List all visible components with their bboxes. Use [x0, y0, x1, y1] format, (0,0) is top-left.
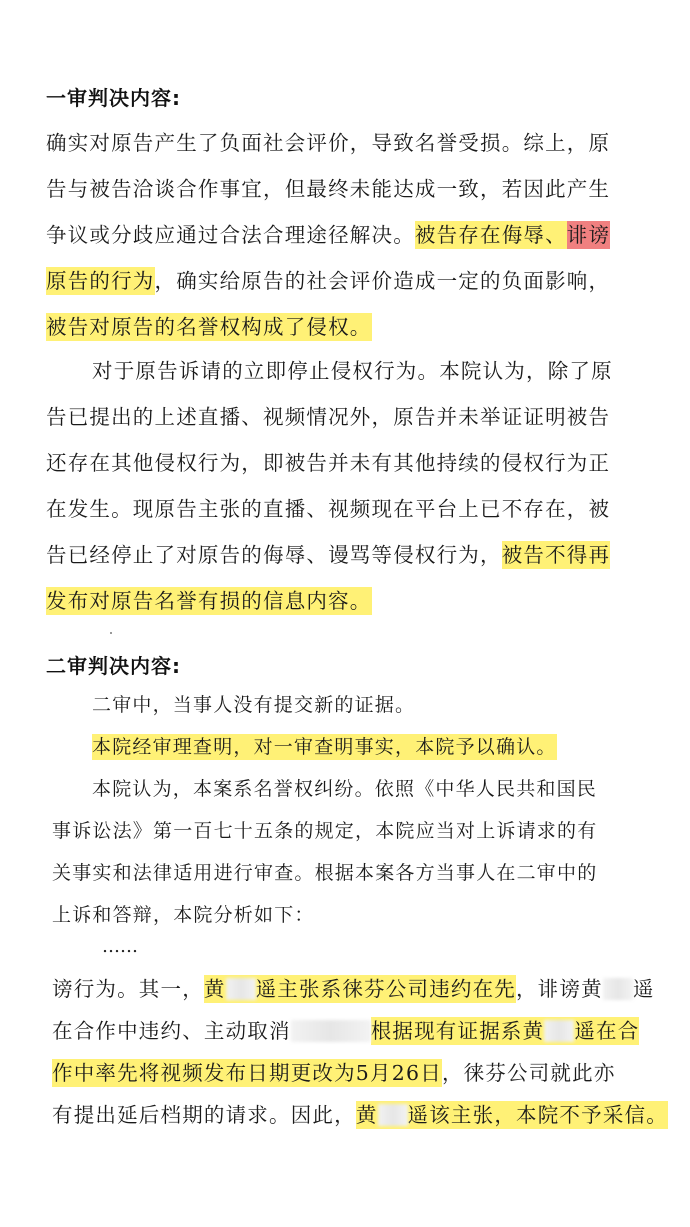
redacted-blur [226, 978, 256, 1000]
s2-tail-1 [52, 974, 655, 1004]
text: 本院认为，本案系名誉权纠纷。依照《中华人民共和国民 [92, 778, 598, 800]
text: 根据现有证据系黄 [370, 1019, 545, 1043]
s2-tail-2 [52, 1016, 639, 1046]
text: 告已提出的上述直播、视频情况外，原告并未举证证明被告 [46, 405, 611, 429]
s1-line-9 [46, 494, 610, 524]
text: 确实对原告产生了负面社会评价，导致名誉受损。综上，原 [46, 131, 611, 155]
text: 在合作中违约、主动取消 [52, 1019, 291, 1043]
text: 二审中，当事人没有提交新的证据。 [92, 694, 416, 716]
redacted-blur [291, 1020, 371, 1042]
s1-line-7 [46, 402, 610, 432]
name-part: 遥主张系徕芬公司违约在先 [255, 977, 517, 1001]
highlight: 本院经审理查明，对一审查明事实，本院予以确认。 [92, 736, 557, 758]
text: 有提出延后档期的请求。因此， [52, 1103, 356, 1127]
red-highlight: 诽谤 [566, 223, 611, 247]
text: 还存在其他侵权行为，即被告并未有其他持续的侵权行为正 [46, 451, 611, 475]
s1-line-10 [46, 540, 610, 570]
s2-line-6 [52, 900, 315, 930]
highlight [356, 1101, 668, 1129]
s1-line-4 [46, 266, 610, 296]
stray-dot [110, 632, 112, 634]
s2-line-2 [92, 732, 557, 762]
s2-line-4 [52, 816, 597, 846]
text: 事诉讼法》第一百七十五条的规定，本院应当对上诉请求的有 [52, 820, 598, 842]
highlight [204, 975, 516, 1003]
redacted-blur [544, 1020, 574, 1042]
redacted-blur [378, 1104, 408, 1126]
text: 遥该主张，本院不予采信。 [407, 1103, 668, 1127]
text: 上诉和答辩，本院分析如下： [52, 904, 315, 926]
highlight [371, 1017, 640, 1045]
text: 对于原告诉请的立即停止侵权行为。本院认为，除了原 [92, 359, 613, 383]
s2-line-5 [52, 858, 597, 888]
s1-line-1 [46, 128, 610, 158]
ellipsis: …… [102, 936, 138, 957]
highlight: 发布对原告名誉有损的信息内容。 [46, 589, 372, 613]
redacted-blur [603, 978, 633, 1000]
highlight: 被告存在侮辱、 [414, 223, 567, 247]
text: 谤行为。其一， [52, 977, 204, 1001]
s1-line-11 [46, 586, 372, 616]
text: 告与被告洽谈合作事宜，但最终未能达成一致，若因此产生 [46, 177, 611, 201]
section1-title: 一审判决内容: [46, 86, 181, 110]
highlight: 被告对原告的名誉权构成了侵权。 [46, 315, 372, 339]
section2-title: 二审判决内容: [46, 654, 181, 678]
s2-tail-4 [52, 1100, 668, 1130]
text: ，确实给原告的社会评价造成一定的负面影响， [154, 269, 611, 293]
text: ，徕芬公司就此亦 [441, 1061, 616, 1085]
text: 在发生。现原告主张的直播、视频现在平台上已不存在，被 [46, 497, 611, 521]
name-part: 黄 [355, 1103, 378, 1127]
s1-line-8 [46, 448, 610, 478]
s1-line-5 [46, 312, 372, 342]
highlight: 原告的行为 [46, 269, 155, 293]
text: 关事实和法律适用进行审查。根据本案各方当事人在二审中的 [52, 862, 598, 884]
s2-line-1 [92, 690, 415, 720]
text: ，诽谤黄 [516, 977, 603, 1001]
text: 告已经停止了对原告的侮辱、谩骂等侵权行为， [46, 543, 502, 567]
s1-line-2 [46, 174, 610, 204]
name-part: 黄 [203, 977, 226, 1001]
highlight: 作中率先将视频发布日期更改为5月26日 [52, 1061, 442, 1085]
text: 遥 [632, 977, 655, 1001]
s2-line-3 [92, 774, 597, 804]
text: 争议或分歧应通过合法合理途径解决。 [46, 223, 415, 247]
text: 遥在合 [574, 1019, 640, 1043]
highlight: 被告不得再 [501, 543, 611, 567]
s2-tail-3 [52, 1058, 616, 1088]
s1-line-6 [92, 356, 613, 386]
s1-line-3 [46, 220, 610, 250]
